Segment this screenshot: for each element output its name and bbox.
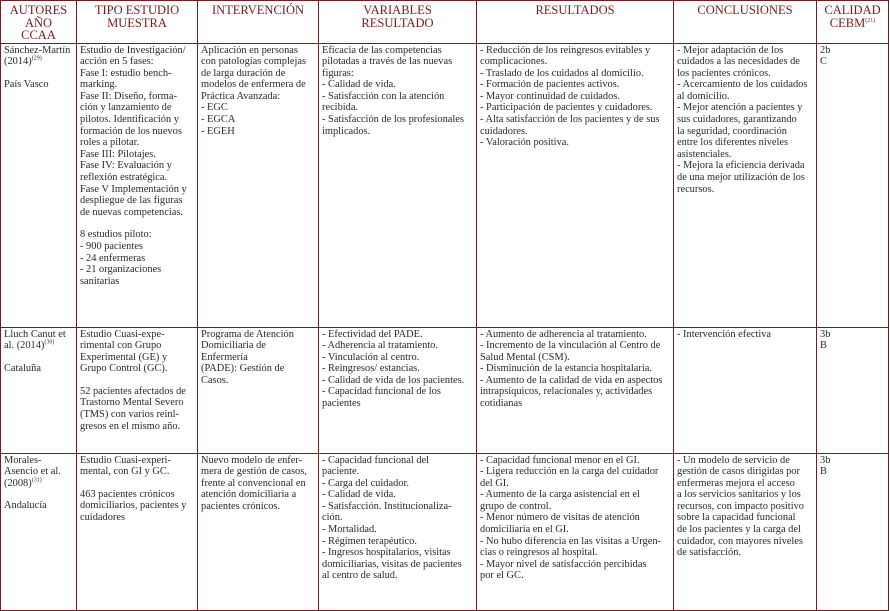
table-row <box>1 43 889 327</box>
header-authors: AUTORES AÑO CCAA <box>1 1 77 44</box>
intervention-cell: Programa de Atención Domiciliaria de Enfermería (PADE): Gestión de Casos. <box>198 327 319 453</box>
header-conclusions: CONCLUSIONES <box>674 1 817 44</box>
author-cell: Sánchez-Martín $(2014)^{(29)}$ País Vasco <box>1 43 77 327</box>
variables-cell: - Efectividad del PADE. - Adherencia al tratamiento. - Vinculación al centro. - Reingresos/ estancias. - Calidad de vida de los pacientes. - Capacidad funcional de los pacientes <box>319 327 477 453</box>
intervention-cell: Nuevo modelo de enfer- mera de gestión de casos, frente al convencional en atención domiciliaria a pacientes crónicos. <box>198 453 319 610</box>
quality-cell: 3b B <box>817 327 889 453</box>
header-quality: CALIDAD CEBM$^{(21)}$ <box>817 1 889 44</box>
quality-cell: 3b B <box>817 453 889 610</box>
results-cell: - Aumento de adherencia al tratamiento. - Incremento de la vinculación al Centro de Salud Mental (CSM). - Disminución de la estancia hospitalaria. - Aumento de la calidad de vida en aspectos intrapsíquicos, relacionales y, actividades cotidianas <box>477 327 674 453</box>
conclusions-cell: - Mejor adaptación de los cuidados a las necesidades de los pacientes crónicos. - Acercamiento de los cuidados al domicilio. - Mejor atención a pacientes y sus cuidadores, garantizando la seguridad, coordinación entre los diferentes niveles asistenciales. - Mejora la eficiencia derivada de una mejor utilización de los recursos. <box>674 43 817 327</box>
conclusions-cell: - Un modelo de servicio de gestión de casos dirigidas por enfermeras mejora el acceso a los servicios sanitarios y los recursos, con impacto positivo sobre la capacidad funcional de los pacientes y la carga del cuidador, con mayores niveles de satisfacción. <box>674 453 817 610</box>
results-cell: - Capacidad funcional menor en el GI. - Ligera reducción en la carga del cuidador del GI. - Aumento de la carga asistencial en el grupo de control. - Menor número de visitas de atención domiciliaria en el GI. - No hubo diferencia en las visitas a Urgen- cias o reingresos al hospital. - Mayor nivel de satisfacción percibidas por el GC. <box>477 453 674 610</box>
quality-cell: 2b C <box>817 43 889 327</box>
table-row <box>1 327 889 453</box>
variables-cell: - Capacidad funcional del paciente. - Carga del cuidador. - Calidad de vida. - Satisfacción. Institucionaliza- ción. - Mortalidad. - Régimen terapéutico. - Ingresos hospitalarios, visitas domiciliarias, visitas de pacientes al centro de salud. <box>319 453 477 610</box>
study-cell: Estudio Cuasi-expe- rimental con Grupo Experimental (GE) y Grupo Control (GC). 52 pacientes afectados de Trastorno Mental Severo (TMS) con varios reinl- gresos en el mismo año. <box>77 327 198 453</box>
author-cell: Morales-Asencio et al. $(2008)^{(31)}$ Andalucía <box>1 453 77 610</box>
results-cell: - Reducción de los reingresos evitables y complicaciones. - Traslado de los cuidados al domicilio. - Formación de pacientes activos. - Mayor continuidad de cuidados. - Participación de pacientes y cuidadores. - Alta satisfacción de los pacientes y de sus cuidadores. - Valoración positiva. <box>477 43 674 327</box>
study-cell: Estudio de Investigación/ acción en 5 fases: Fase I: estudio bench- marking. Fase II: Diseño, forma- ción y lanzamiento de pilotos. Identificación y formación de los nuevos roles a pilotar. Fase III: Pilotajes. Fase IV: Evaluación y reflexión estratégica. Fase V Implementación y despliegue de las figuras de nuevas competencias. 8 estudios piloto: - 900 pacientes - 24 enfermeras - 21 organizaciones sanitarias <box>77 43 198 327</box>
variables-cell: Eficacia de las competencias pilotadas a través de las nuevas figuras: - Calidad de vida. - Satisfacción con la atención recibida. - Satisfacción de los profesionales implicados. <box>319 43 477 327</box>
author-cell: Lluch Canut et al. $(2014)^{(30)}$ Cataluña <box>1 327 77 453</box>
header-row <box>1 1 889 44</box>
table-row <box>1 453 889 610</box>
header-intervention: INTERVENCIÓN <box>198 1 319 44</box>
header-variables: VARIABLES RESULTADO <box>319 1 477 44</box>
conclusions-cell: - Intervención efectiva <box>674 327 817 453</box>
intervention-cell: Aplicación en personas con patologías complejas de larga duración de modelos de enfermera de Práctica Avanzada: - EGC - EGCA - EGEH <box>198 43 319 327</box>
header-study: TIPO ESTUDIO MUESTRA <box>77 1 198 44</box>
header-results: RESULTADOS <box>477 1 674 44</box>
study-cell: Estudio Cuasi-experi- mental, con GI y GC. 463 pacientes crónicos domiciliarios, pacientes y cuidadores <box>77 453 198 610</box>
